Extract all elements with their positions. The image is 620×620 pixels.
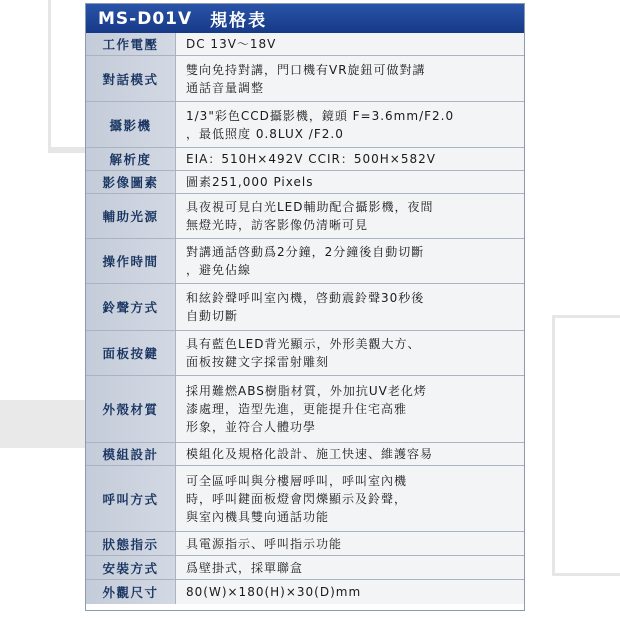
spec-row <box>86 376 524 443</box>
spec-row <box>86 284 524 331</box>
spec-value: 採用難燃ABS樹脂材質，外加抗UV老化烤 漆處理，造型先進，更能提升住宅高雅 形象，並符合人體功學 <box>176 376 524 442</box>
spec-label: 狀態指示 <box>86 532 176 555</box>
spec-value: 1/3"彩色CCD攝影機，鏡頭 F=3.6mm/F2.0 ，最低照度 0.8LUX /F2.0 <box>176 102 524 147</box>
spec-label: 外觀尺寸 <box>86 580 176 604</box>
spec-header <box>86 4 524 33</box>
spec-value: 爲壁掛式，採單聯盒 <box>176 556 524 579</box>
spec-row <box>86 331 524 376</box>
spec-value: EIA：510H×492V CCIR：500H×582V <box>176 148 524 170</box>
spec-label: 操作時間 <box>86 239 176 283</box>
spec-label: 安裝方式 <box>86 556 176 579</box>
spec-row <box>86 443 524 466</box>
spec-table <box>86 33 524 604</box>
spec-value: 具有藍色LED背光顯示，外形美觀大方、 面板按鍵文字採雷射雕刻 <box>176 331 524 375</box>
spec-label: 攝影機 <box>86 102 176 147</box>
spec-row <box>86 194 524 239</box>
spec-value: 具夜視可見白光LED輔助配合攝影機，夜間 無燈光時，訪客影像仍清晰可見 <box>176 194 524 238</box>
spec-label: 鈴聲方式 <box>86 284 176 330</box>
spec-label: 呼叫方式 <box>86 466 176 531</box>
spec-value: 具電源指示、呼叫指示功能 <box>176 532 524 555</box>
spec-label: 解析度 <box>86 148 176 170</box>
spec-row <box>86 102 524 148</box>
spec-label: 工作電壓 <box>86 33 176 55</box>
spec-value: 可全區呼叫與分樓層呼叫，呼叫室內機 時，呼叫鍵面板燈會閃爍顯示及鈴聲， 與室內機具雙向通話功能 <box>176 466 524 531</box>
spec-label: 對話模式 <box>86 56 176 101</box>
spec-value: 對講通話啓動爲2分鐘，2分鐘後自動切斷 ，避免佔線 <box>176 239 524 283</box>
spec-row <box>86 580 524 604</box>
spec-label: 影像圖素 <box>86 171 176 193</box>
model-number: MS-D01V <box>98 8 193 29</box>
spec-label: 輔助光源 <box>86 194 176 238</box>
spec-value: 雙向免持對講，門口機有VR旋鈕可做對講 通話音量調整 <box>176 56 524 101</box>
spec-value: 模組化及規格化設計、施工快速、維護容易 <box>176 443 524 465</box>
spec-value: 80(W)×180(H)×30(D)mm <box>176 580 524 604</box>
spec-value: 圖素251,000 Pixels <box>176 171 524 193</box>
background-gray-block <box>0 400 92 448</box>
spec-value: 和絃鈴聲呼叫室內機，啓動震鈴聲30秒後 自動切斷 <box>176 284 524 330</box>
spec-value: DC 13V～18V <box>176 33 524 55</box>
background-frame-right <box>552 315 620 576</box>
spec-row <box>86 33 524 56</box>
spec-row <box>86 532 524 556</box>
spec-row <box>86 556 524 580</box>
spec-title: 規格表 <box>210 11 268 31</box>
spec-row <box>86 239 524 284</box>
spec-row <box>86 466 524 532</box>
spec-row <box>86 148 524 171</box>
spec-label: 模組設計 <box>86 443 176 465</box>
spec-label: 面板按鍵 <box>86 331 176 375</box>
spec-label: 外殼材質 <box>86 376 176 442</box>
spec-row <box>86 56 524 102</box>
spec-sheet <box>85 3 525 611</box>
spec-row <box>86 171 524 194</box>
